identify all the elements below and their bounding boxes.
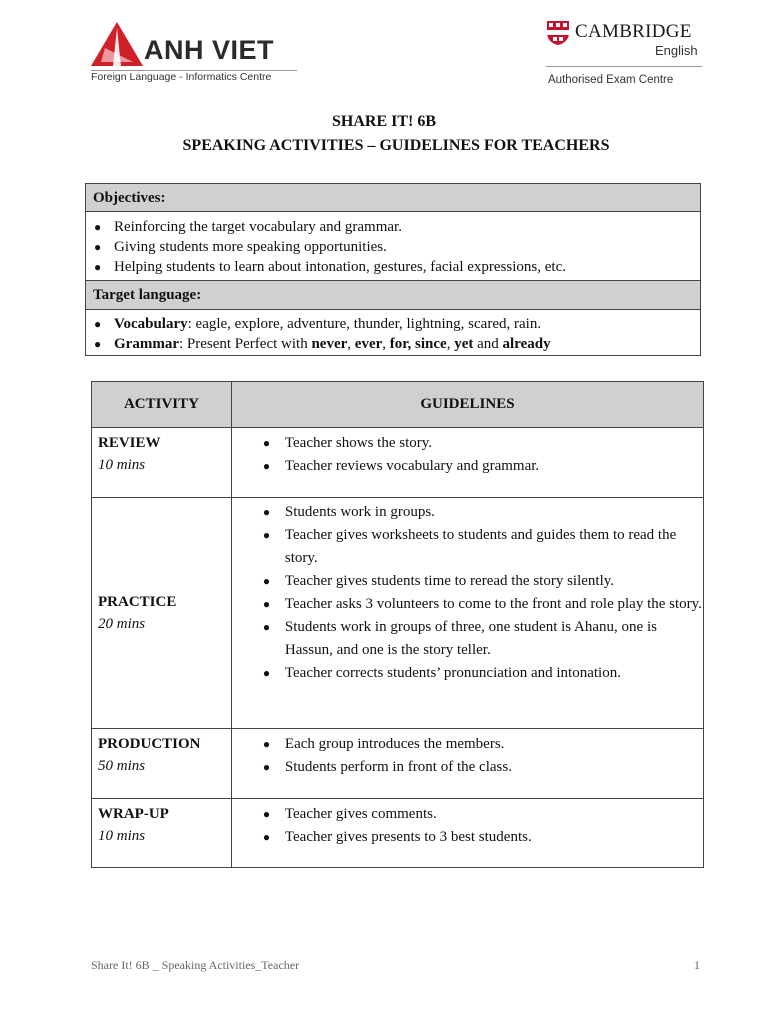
bullet-icon: ● — [262, 737, 271, 751]
grammar-item: ● Grammar: Present Perfect with never, ever, for, since, yet and already — [94, 336, 551, 352]
table-row — [92, 498, 704, 729]
objective-item: ● Helping students to learn about intonation, gestures, facial expressions, etc. — [94, 259, 566, 275]
guidelines-header: GUIDELINES — [231, 382, 703, 428]
activity-time: 50 mins — [98, 758, 146, 774]
grammar-word: ever — [354, 336, 383, 352]
table-row — [92, 729, 704, 799]
anh-viet-name: ANH VIET — [144, 35, 275, 65]
bullet-icon: ● — [262, 574, 271, 588]
guideline-item: ● Teacher gives comments. — [232, 803, 703, 826]
guidelines-cell — [231, 498, 703, 729]
grammar-label: Grammar — [114, 336, 179, 352]
objectives-box — [85, 183, 701, 356]
bullet-icon: ● — [262, 760, 271, 774]
vocabulary-text: : eagle, explore, adventure, thunder, lightning, scared, rain. — [187, 316, 542, 332]
guideline-item: ● Students work in groups of three, one student is Ahanu, one is Hassun, and one is the story teller. — [232, 616, 703, 662]
activity-time: 20 mins — [98, 615, 146, 632]
grammar-word: for, — [389, 336, 412, 352]
activity-name: REVIEW — [98, 435, 161, 451]
bullet-icon: ● — [262, 807, 271, 821]
cambridge-logo — [546, 20, 706, 92]
authorised-exam-centre: Authorised Exam Centre — [548, 74, 674, 86]
activity-header: ACTIVITY — [92, 382, 232, 428]
guideline-item: ● Each group introduces the members. — [232, 733, 703, 756]
objectives-list — [86, 212, 700, 281]
anh-viet-subtitle: Foreign Language - Informatics Centre — [91, 71, 272, 83]
activity-name: WRAP-UP — [98, 806, 169, 822]
footer-text: Share It! 6B _ Speaking Activities_Teacher — [91, 958, 300, 972]
bullet-icon: ● — [94, 260, 102, 274]
guideline-item: ● Teacher gives presents to 3 best students. — [232, 826, 703, 849]
activity-time: 10 mins — [98, 457, 146, 473]
guidelines-cell — [231, 729, 703, 799]
bullet-icon: ● — [262, 597, 271, 611]
document-subtitle: SPEAKING ACTIVITIES – GUIDELINES FOR TEACHERS — [182, 137, 610, 154]
anh-viet-logo — [91, 22, 301, 86]
objective-item: ● Reinforcing the target vocabulary and grammar. — [94, 219, 402, 235]
guideline-item: ● Students work in groups. — [232, 501, 703, 524]
table-row — [92, 428, 704, 498]
bullet-icon: ● — [94, 220, 102, 234]
table-header-row — [92, 382, 704, 428]
grammar-and: and — [477, 336, 499, 352]
page-number: 1 — [694, 958, 700, 972]
bullet-icon: ● — [262, 666, 271, 680]
document-title: SHARE IT! 6B — [331, 113, 437, 130]
objectives-heading: Objectives: — [86, 184, 700, 212]
guideline-item: ● Teacher gives worksheets to students and guides them to read the story. — [232, 524, 703, 570]
bullet-icon: ● — [262, 620, 271, 634]
activity-cell — [92, 729, 232, 799]
guidelines-cell — [231, 799, 703, 868]
activity-cell — [92, 799, 232, 868]
cambridge-english: English — [655, 43, 698, 58]
grammar-word: never — [311, 336, 348, 352]
activity-cell — [92, 498, 232, 729]
bullet-icon: ● — [262, 505, 271, 519]
guidelines-cell — [231, 428, 703, 498]
bullet-icon: ● — [262, 436, 271, 450]
activity-cell — [92, 428, 232, 498]
grammar-text: : Present Perfect with — [178, 336, 312, 352]
guideline-item: ● Teacher reviews vocabulary and grammar. — [232, 455, 703, 478]
grammar-word: yet — [454, 336, 474, 352]
table-row — [92, 799, 704, 868]
activities-table — [91, 381, 704, 868]
objective-item: ● Giving students more speaking opportunities. — [94, 239, 387, 255]
guideline-item: ● Teacher asks 3 volunteers to come to the front and role play the story. — [232, 593, 703, 616]
anh-viet-triangle-icon — [91, 22, 143, 66]
vocabulary-label: Vocabulary — [114, 316, 188, 332]
bullet-icon: ● — [262, 830, 271, 844]
target-language-heading: Target language: — [86, 281, 700, 310]
guideline-item: ● Teacher gives students time to reread the story silently. — [232, 570, 703, 593]
bullet-icon: ● — [94, 240, 102, 254]
cambridge-name: CAMBRIDGE — [575, 21, 692, 42]
grammar-word: since — [415, 336, 447, 352]
cambridge-divider — [546, 66, 702, 67]
cambridge-shield-icon — [546, 20, 570, 46]
bullet-icon: ● — [94, 337, 102, 351]
activity-name: PRODUCTION — [98, 736, 201, 752]
target-language-list — [86, 310, 700, 354]
guideline-item: ● Students perform in front of the class. — [232, 756, 703, 779]
vocabulary-item — [94, 314, 692, 334]
activity-time: 10 mins — [98, 828, 146, 844]
bullet-icon: ● — [262, 459, 271, 473]
bullet-icon: ● — [94, 317, 102, 331]
grammar-word: already — [502, 336, 551, 352]
bullet-icon: ● — [262, 528, 271, 542]
activity-name: PRACTICE — [98, 593, 177, 610]
guideline-item: ● Teacher corrects students’ pronunciation and intonation. — [232, 662, 703, 685]
guideline-item: ● Teacher shows the story. — [232, 432, 703, 455]
